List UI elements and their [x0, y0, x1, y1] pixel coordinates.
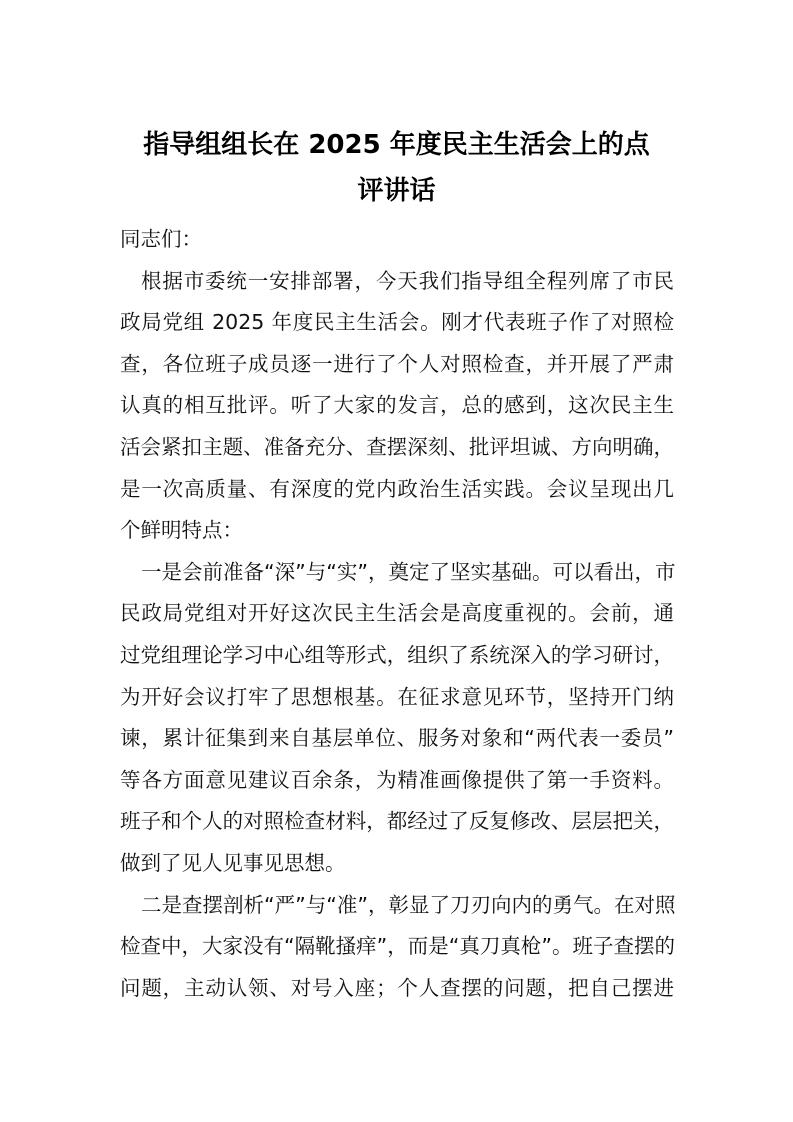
text-line: 二是查摆剖析“严”与“准”，彰显了刀刃向内的勇气。在对照 — [141, 892, 676, 917]
text-line: 检查中，大家没有“隔靴搔痒”，而是“真刀真枪”。班子查摆的 — [120, 934, 675, 959]
text-line: 问题，主动认领、对号入座；个人查摆的问题，把自己摆进 — [120, 975, 674, 1000]
text-line: 等各方面意见建议百余条，为精准画像提供了第一手资料。 — [120, 767, 674, 792]
paragraph-1 — [120, 261, 674, 552]
text-line: 政局党组 2025 年度民主生活会。刚才代表班子作了对照检 — [120, 310, 674, 335]
title-line-1: 指导组组长在 2025 年度民主生活会上的点 — [143, 130, 650, 160]
text-line: 做到了见人见事见思想。 — [120, 850, 346, 875]
title-line-2: 评讲话 — [357, 176, 436, 206]
text-line: 班子和个人的对照检查材料，都经过了反复修改、层层把关， — [120, 809, 674, 834]
text-line: 根据市委统一安排部署，今天我们指导组全程列席了市民 — [141, 268, 674, 293]
text-line: 认真的相互批评。听了大家的发言，总的感到，这次民主生 — [120, 393, 674, 418]
text-line: 活会紧扣主题、准备充分、查摆深刻、批评坦诚、方向明确， — [120, 434, 674, 459]
text-line: 为开好会议打牢了思想根基。在征求意见环节，坚持开门纳 — [120, 684, 674, 709]
text-line: 是一次高质量、有深度的党内政治生活实践。会议呈现出几 — [120, 476, 674, 501]
salutation: 同志们： — [120, 227, 202, 251]
paragraph-3 — [120, 885, 674, 1010]
text-line: 过党组理论学习中心组等形式，组织了系统深入的学习研讨， — [120, 642, 674, 667]
document-body — [120, 219, 674, 1009]
text-line: 谏，累计征集到来自基层单位、服务对象和“两代表一委员” — [120, 726, 674, 751]
text-line: 查，各位班子成员逐一进行了个人对照检查，并开展了严肃 — [120, 351, 674, 376]
text-line: 一是会前准备“深”与“实”，奠定了坚实基础。可以看出，市 — [141, 559, 676, 584]
text-line: 民政局党组对开好这次民主生活会是高度重视的。会前，通 — [120, 601, 674, 626]
paragraph-2 — [120, 552, 674, 885]
text-line: 个鲜明特点： — [120, 518, 243, 543]
